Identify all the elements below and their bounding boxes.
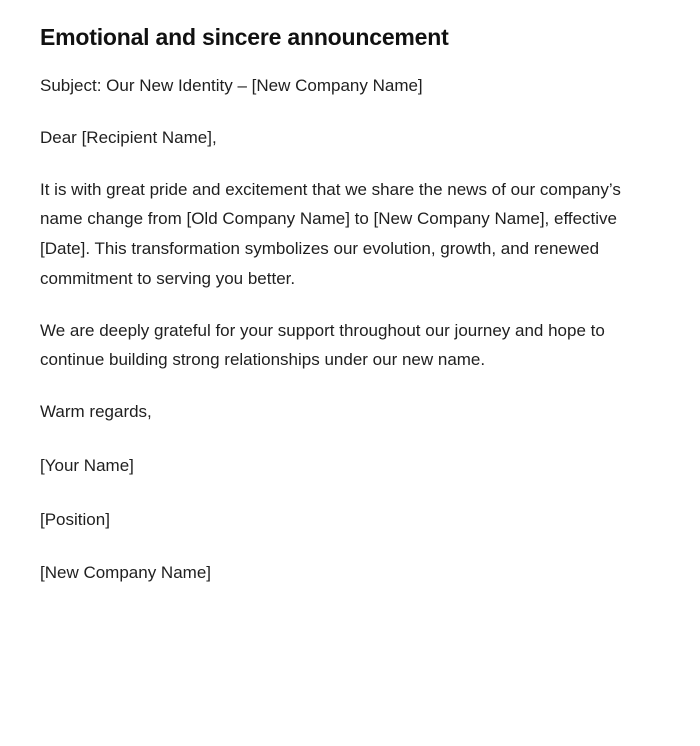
page-title: Emotional and sincere announcement	[40, 24, 449, 50]
body-paragraph-1: It is with great pride and excitement that we share the news of our company’s name change from [Old Company Name] to [New Company Name], effective [Date]. This transformation symbolizes our evolution, growth, and renewed commitment to serving you better.	[40, 179, 621, 288]
salutation: Dear [Recipient Name],	[40, 127, 217, 147]
signature-position: [Position]	[40, 509, 110, 529]
signature-company: [New Company Name]	[40, 563, 212, 583]
closing-line: Warm regards,	[40, 402, 152, 422]
signature-name: [Your Name]	[40, 455, 134, 475]
body-paragraph-2: We are deeply grateful for your support throughout our journey and hope to continue building strong relationships under our new name.	[40, 320, 605, 370]
subject-line: Subject: Our New Identity – [New Company Name]	[40, 76, 423, 96]
